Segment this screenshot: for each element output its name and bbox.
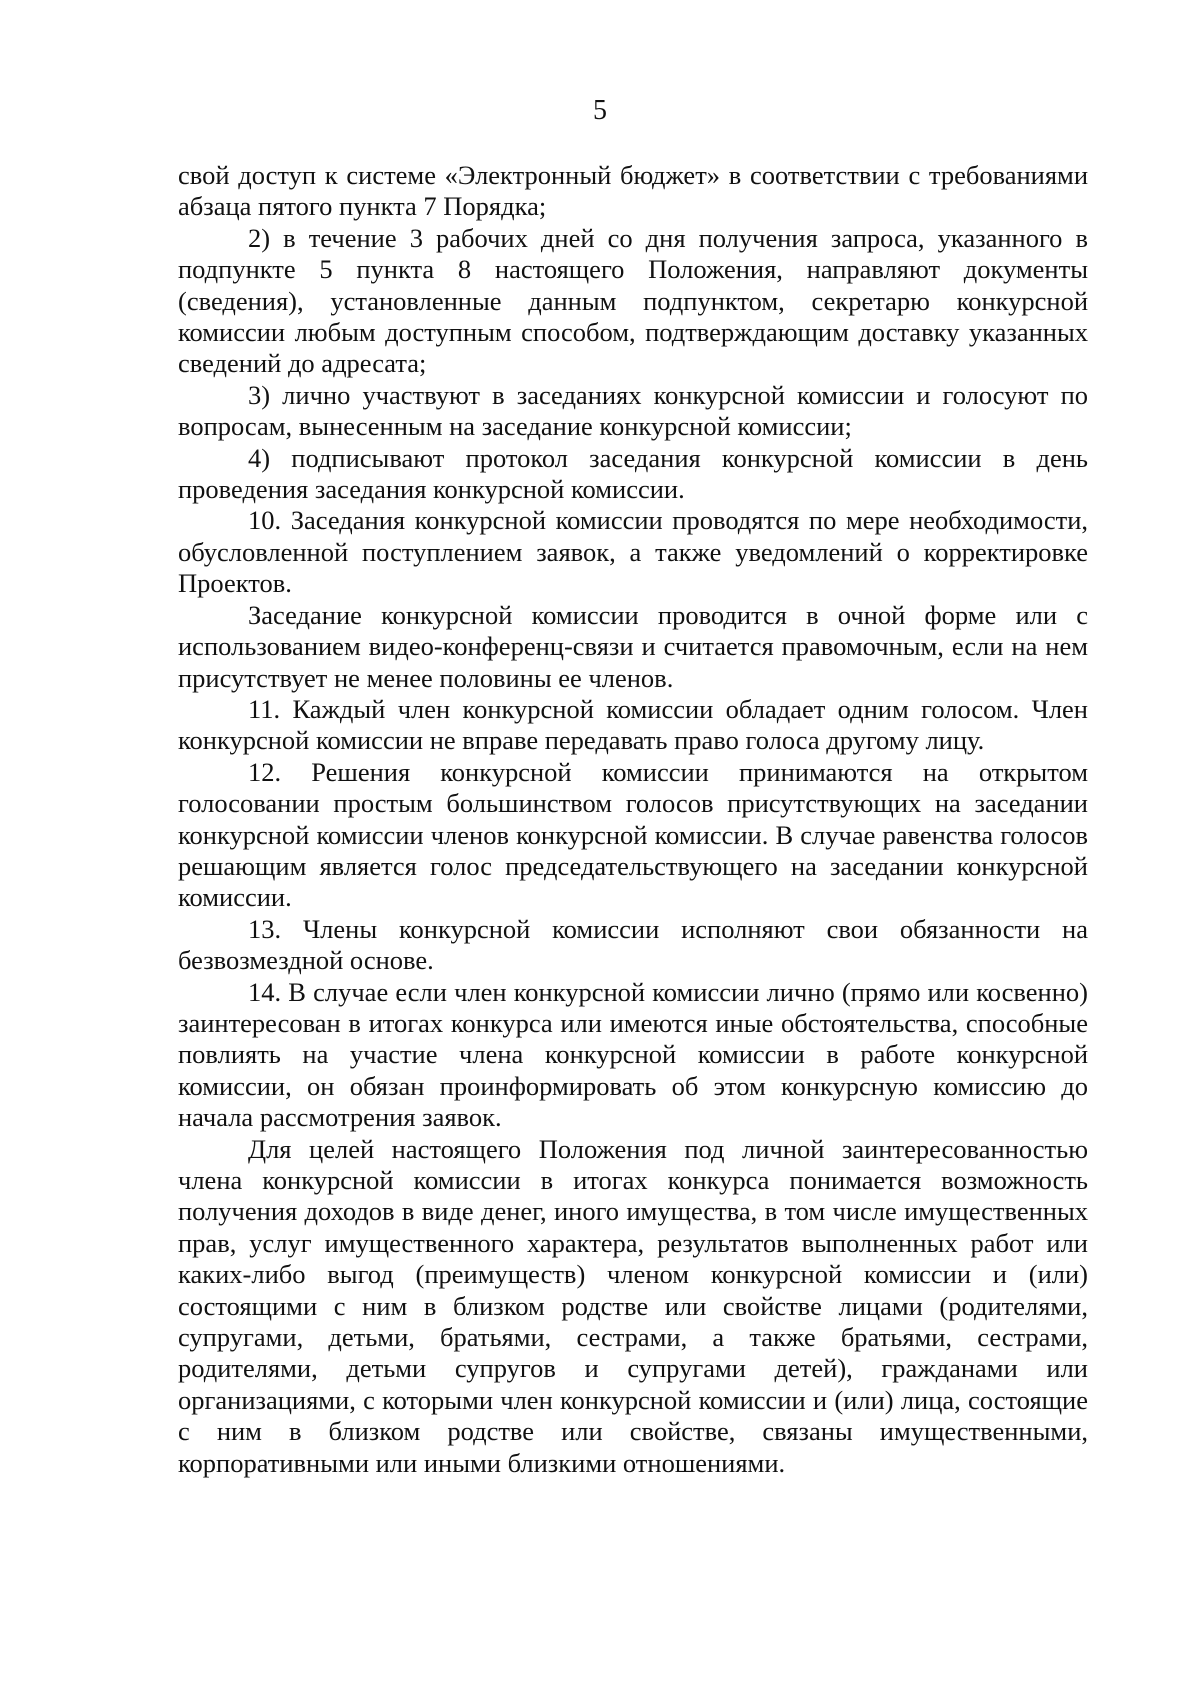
- paragraph-personal-interest: Для целей настоящего Положения под личной заинтересованностью члена конкурсной комиссии в итогах конкурса понимается возможность получения доходов в виде денег, иного имущества, в том числе имущественных прав, услуг имущественного характера, результатов выполненных работ или каких-либо выгод (преимуществ) членом конкурсной комиссии и (или) состоящими с ним в близком родстве или свойстве лицами (родителями, супругами, детьми, братьями, сестрами, а также братьями, сестрами, родителями, детьми супругов и супругами детей), гражданами или организациями, с которыми член конкурсной комиссии и (или) лица, состоящие с ним в близком родстве или свойстве, связаны имущественными, корпоративными или иными близкими отношениями.: [178, 1133, 1088, 1478]
- page-number: 5: [593, 95, 607, 126]
- paragraph-meeting-form: Заседание конкурсной комиссии проводится в очной форме или с использованием видео-конференц-связи и считается правомочным, если на нем присутствует не менее половины ее членов.: [178, 599, 1088, 693]
- paragraph-section-10: 10. Заседания конкурсной комиссии проводятся по мере необходимости, обусловленной поступлением заявок, а также уведомлений о корректировке Проектов.: [178, 505, 1088, 599]
- paragraph-section-11: 11. Каждый член конкурсной комиссии обладает одним голосом. Член конкурсной комиссии не вправе передавать право голоса другому лицу.: [178, 693, 1088, 756]
- paragraph-item-3: 3) лично участвуют в заседаниях конкурсной комиссии и голосуют по вопросам, вынесенным на заседание конкурсной комиссии;: [178, 379, 1088, 442]
- paragraph-item-4: 4) подписывают протокол заседания конкурсной комиссии в день проведения заседания конкурсной комиссии.: [178, 442, 1088, 505]
- paragraph-section-14: 14. В случае если член конкурсной комиссии лично (прямо или косвенно) заинтересован в итогах конкурса или имеются иные обстоятельства, способные повлиять на участие члена конкурсной комиссии в работе конкурсной комиссии, он обязан проинформировать об этом конкурсную комиссию до начала рассмотрения заявок.: [178, 976, 1088, 1133]
- document-body: [178, 160, 1088, 1479]
- paragraph-section-12: 12. Решения конкурсной комиссии принимаются на открытом голосовании простым большинством голосов присутствующих на заседании конкурсной комиссии членов конкурсной комиссии. В случае равенства голосов решающим является голос председательствующего на заседании конкурсной комиссии.: [178, 756, 1088, 913]
- paragraph-item-2: 2) в течение 3 рабочих дней со дня получения запроса, указанного в подпункте 5 пункта 8 настоящего Положения, направляют документы (сведения), установленные данным подпунктом, секретарю конкурсной комиссии любым доступным способом, подтверждающим доставку указанных сведений до адресата;: [178, 222, 1088, 379]
- paragraph-continuation: свой доступ к системе «Электронный бюджет» в соответствии с требованиями абзаца пятого пункта 7 Порядка;: [178, 160, 1088, 222]
- paragraph-section-13: 13. Члены конкурсной комиссии исполняют свои обязанности на безвозмездной основе.: [178, 913, 1088, 976]
